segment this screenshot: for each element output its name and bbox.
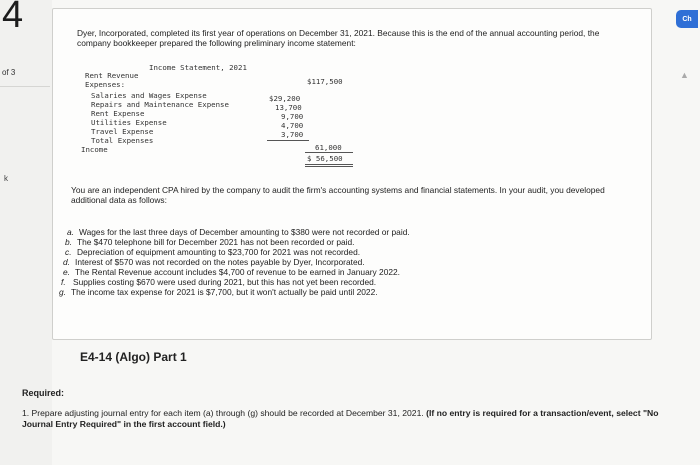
income-label: Income [81, 145, 108, 154]
expense-label: Travel Expense [91, 127, 154, 136]
total-expenses-value: 61,000 [315, 143, 342, 152]
audit-items-list [59, 227, 639, 297]
required-label: Required: [22, 388, 65, 398]
statement-title: Income Statement, 2021 [149, 63, 247, 72]
income-double-rule [305, 164, 353, 165]
expense-label: Rent Expense [91, 109, 145, 118]
expenses-label: Expenses: [85, 80, 126, 89]
list-item: e. The Rental Revenue account includes $4,700 of revenue to be earned in January 2022. [63, 267, 400, 277]
expense-value: 13,700 [275, 103, 302, 112]
expense-label: Salaries and Wages Expense [91, 91, 207, 100]
problem-intro: Dyer, Incorporated, completed its first year of operations on December 31, 2021. Because this is the end of the annual accounting period, the company bookkeeper prepared the following preliminary income statement: [77, 28, 600, 48]
income-double-rule [305, 166, 353, 167]
cpa-paragraph: You are an independent CPA hired by the company to audit the firm's accounting systems and financial statements. In your audit, you developed additional data as follows: [71, 185, 605, 205]
list-item: a. Wages for the last three days of December amounting to $380 were not recorded or paid. [67, 227, 410, 237]
expense-label: Utilities Expense [91, 118, 167, 127]
list-item: g. The income tax expense for 2021 is $7,700, but it won't actually be paid until 2022. [59, 287, 378, 297]
rent-revenue-value: $117,500 [307, 77, 343, 86]
income-value: $ 56,500 [307, 154, 343, 163]
page-indicator[interactable]: of 3 [2, 68, 16, 77]
total-expenses-label: Total Expenses [91, 136, 154, 145]
income-statement [77, 63, 367, 171]
question-part-title: E4-14 (Algo) Part 1 [80, 350, 187, 364]
scroll-up-caret-icon[interactable]: ▲ [680, 70, 689, 80]
instruction-note: (If no entry is required for a transaction/event, select "No Journal Entry Required" in the first account field.) [22, 408, 659, 429]
expense-value: $29,200 [269, 94, 301, 103]
instruction-text: 1. Prepare adjusting journal entry for each item (a) through (g) should be recorded at December 31, 2021. [22, 408, 424, 418]
list-item: d. Interest of $570 was not recorded on the notes payable by Dyer, Incorporated. [63, 257, 365, 267]
expense-label: Repairs and Maintenance Expense [91, 100, 229, 109]
expense-value: 3,700 [281, 130, 304, 139]
expense-value: 9,700 [281, 112, 304, 121]
total-rule [305, 152, 353, 153]
rail-side-letter: k [4, 174, 8, 183]
subtotal-rule [267, 140, 309, 141]
question-number: 4 [2, 0, 24, 36]
expense-value: 4,700 [281, 121, 304, 130]
chapter-chip-button[interactable]: Ch [676, 10, 698, 28]
rail-divider [0, 86, 50, 87]
required-instruction [22, 408, 672, 430]
list-item: c. Depreciation of equipment amounting to $23,700 for 2021 was not recorded. [65, 247, 361, 257]
problem-card [52, 8, 652, 340]
rent-revenue-label: Rent Revenue [85, 71, 139, 80]
list-item: f. Supplies costing $670 were used during 2021, but this has not yet been recorded. [61, 277, 377, 287]
list-item: b. The $470 telephone bill for December 2021 has not been recorded or paid. [65, 237, 355, 247]
